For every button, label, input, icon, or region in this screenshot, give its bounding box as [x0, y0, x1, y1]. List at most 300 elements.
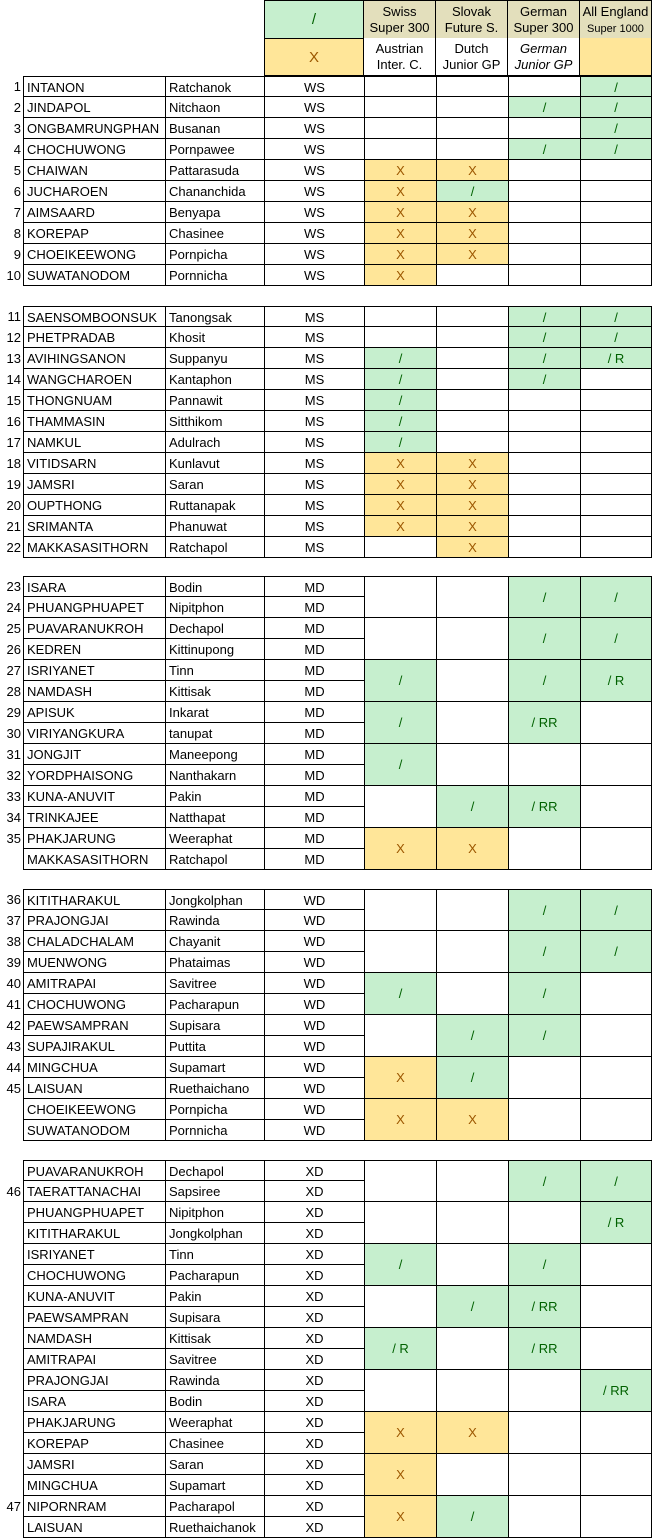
player-given-name: Jongkolphan — [165, 889, 264, 910]
event-code: MD — [264, 744, 364, 765]
row-number — [0, 1120, 23, 1141]
event-code: WD — [264, 1120, 364, 1141]
mark-slovak: / — [436, 1286, 508, 1328]
mark-all-england — [580, 786, 652, 828]
event-code: WD — [264, 1015, 364, 1036]
player-surname: SUPAJIRAKUL — [23, 1036, 165, 1057]
event-code: XD — [264, 1412, 364, 1433]
legend-pass-cell: / — [264, 0, 364, 38]
player-given-name: Rawinda — [165, 1370, 264, 1391]
mark-slovak — [436, 327, 508, 348]
mark-slovak: / — [436, 786, 508, 828]
player-surname: NAMDASH — [23, 1328, 165, 1349]
row-number: 8 — [13, 226, 21, 241]
event-code: WS — [264, 181, 364, 202]
player-given-name: Supamart — [165, 1057, 264, 1078]
player-given-name: Phanuwat — [165, 516, 264, 537]
mark-swiss: X — [364, 828, 436, 870]
event-header-all-england: All England Super 1000 — [580, 0, 652, 38]
player-surname: SRIMANTA — [23, 516, 165, 537]
mark-swiss: / — [364, 1244, 436, 1286]
player-surname: JAMSRI — [23, 474, 165, 495]
player-given-name: Chananchida — [165, 181, 264, 202]
player-surname: AMITRAPAI — [23, 973, 165, 994]
event-code: MS — [264, 390, 364, 411]
mark-german: / — [508, 327, 580, 348]
event-code: WD — [264, 931, 364, 952]
player-given-name: tanupat — [165, 723, 264, 744]
player-surname: MINGCHUA — [23, 1475, 165, 1496]
mark-swiss: / — [364, 369, 436, 390]
row-number: 6 — [13, 184, 21, 199]
event-code: WD — [264, 994, 364, 1015]
event-code: WS — [264, 97, 364, 118]
player-given-name: Pornpicha — [165, 1099, 264, 1120]
player-given-name: Chasinee — [165, 1433, 264, 1454]
mark-swiss: X — [364, 516, 436, 537]
player-surname: JAMSRI — [23, 1454, 165, 1475]
row-number: 1 — [13, 79, 21, 94]
event-code: MS — [264, 495, 364, 516]
mark-swiss: / R — [364, 1328, 436, 1370]
player-surname: AVIHINGSANON — [23, 348, 165, 369]
player-surname: KOREPAP — [23, 223, 165, 244]
row-number: 32 — [6, 768, 21, 783]
mark-german: / — [508, 369, 580, 390]
mark-slovak: X — [436, 474, 508, 495]
row-number: 35 — [6, 831, 21, 846]
player-surname: PHAKJARUNG — [23, 828, 165, 849]
player-given-name: Ratchapol — [165, 537, 264, 558]
event-code: XD — [264, 1496, 364, 1517]
mark-german: / — [508, 576, 580, 618]
mark-all-england — [580, 495, 652, 516]
player-given-name: Pacharapun — [165, 994, 264, 1015]
event-code: MS — [264, 516, 364, 537]
player-given-name: Suppanyu — [165, 348, 264, 369]
mark-slovak — [436, 432, 508, 453]
mark-all-england — [580, 1286, 652, 1328]
row-number: 20 — [6, 498, 21, 513]
player-surname: KEDREN — [23, 639, 165, 660]
player-surname: JONGJIT — [23, 744, 165, 765]
row-number: 16 — [6, 414, 21, 429]
mark-slovak — [436, 660, 508, 702]
mark-slovak — [436, 931, 508, 973]
row-number: 23 — [6, 579, 21, 594]
player-surname: ISRIYANET — [23, 660, 165, 681]
player-surname: PAEWSAMPRAN — [23, 1307, 165, 1328]
mark-slovak — [436, 1328, 508, 1370]
player-surname: PHAKJARUNG — [23, 1412, 165, 1433]
player-surname: SUWATANODOM — [23, 1120, 165, 1141]
mark-all-england — [580, 390, 652, 411]
mark-slovak — [436, 1370, 508, 1412]
mark-swiss — [364, 327, 436, 348]
mark-swiss — [364, 931, 436, 973]
row-number: 47 — [6, 1499, 21, 1514]
mark-all-england — [580, 181, 652, 202]
mark-swiss — [364, 306, 436, 327]
mark-german: / — [508, 139, 580, 160]
player-surname: NIPORNRAM — [23, 1496, 165, 1517]
mark-german — [508, 1202, 580, 1244]
event-header-swiss: Swiss Super 300 — [364, 0, 436, 38]
player-given-name: Nanthakarn — [165, 765, 264, 786]
mark-all-england — [580, 160, 652, 181]
row-number: 31 — [6, 747, 21, 762]
player-given-name: Ruttanapak — [165, 495, 264, 516]
row-number — [0, 849, 23, 870]
player-surname: PRAJONGJAI — [23, 910, 165, 931]
player-surname: MAKKASASITHORN — [23, 537, 165, 558]
row-number — [0, 1223, 23, 1244]
mark-slovak: X — [436, 828, 508, 870]
player-surname: SUWATANODOM — [23, 265, 165, 286]
mark-german: / — [508, 889, 580, 931]
mark-german: / — [508, 660, 580, 702]
player-surname: ONGBAMRUNGPHAN — [23, 118, 165, 139]
player-given-name: Bodin — [165, 1391, 264, 1412]
mark-slovak: X — [436, 244, 508, 265]
mark-swiss: / — [364, 348, 436, 369]
event-code: MD — [264, 681, 364, 702]
row-number: 15 — [6, 393, 21, 408]
player-given-name: Natthapat — [165, 807, 264, 828]
mark-slovak — [436, 348, 508, 369]
player-given-name: Weeraphat — [165, 1412, 264, 1433]
event-code: WS — [264, 160, 364, 181]
event-code: WS — [264, 223, 364, 244]
mark-german — [508, 828, 580, 870]
row-number — [0, 1160, 23, 1181]
mark-all-england: / — [580, 931, 652, 973]
player-surname: TAERATTANACHAI — [23, 1181, 165, 1202]
row-number: 7 — [13, 205, 21, 220]
mark-swiss — [364, 618, 436, 660]
player-surname: OUPTHONG — [23, 495, 165, 516]
player-surname: LAISUAN — [23, 1517, 165, 1538]
player-surname: AMITRAPAI — [23, 1349, 165, 1370]
event-subheader-german-junior: German Junior GP — [508, 38, 580, 76]
mark-swiss: X — [364, 181, 436, 202]
player-given-name: Nipitphon — [165, 597, 264, 618]
event-header-german: German Super 300 — [508, 0, 580, 38]
player-surname: INTANON — [23, 76, 165, 97]
mark-swiss — [364, 118, 436, 139]
event-code: WD — [264, 910, 364, 931]
mark-german — [508, 1099, 580, 1141]
event-code: WS — [264, 202, 364, 223]
player-given-name: Adulrach — [165, 432, 264, 453]
player-given-name: Bodin — [165, 576, 264, 597]
event-code: MS — [264, 348, 364, 369]
row-number — [0, 1433, 23, 1454]
player-surname: CHOEIKEEWONG — [23, 244, 165, 265]
mark-german — [508, 1057, 580, 1099]
player-surname: MUENWONG — [23, 952, 165, 973]
mark-all-england: / — [580, 139, 652, 160]
mark-slovak — [436, 139, 508, 160]
event-code: XD — [264, 1244, 364, 1265]
mark-swiss: / — [364, 411, 436, 432]
mark-german: / — [508, 931, 580, 973]
mark-swiss — [364, 889, 436, 931]
mark-swiss — [364, 76, 436, 97]
player-given-name: Pannawit — [165, 390, 264, 411]
event-code: WD — [264, 1078, 364, 1099]
mark-swiss — [364, 139, 436, 160]
row-number: 18 — [6, 456, 21, 471]
player-surname: KOREPAP — [23, 1433, 165, 1454]
player-surname: ISRIYANET — [23, 1244, 165, 1265]
event-code: WD — [264, 952, 364, 973]
player-given-name: Ruethaichanok — [165, 1517, 264, 1538]
player-surname: CHOEIKEEWONG — [23, 1099, 165, 1120]
player-given-name: Benyapa — [165, 202, 264, 223]
mark-german: / RR — [508, 1328, 580, 1370]
event-code: MS — [264, 411, 364, 432]
mark-slovak — [436, 889, 508, 931]
mark-swiss — [364, 1160, 436, 1202]
mark-german — [508, 265, 580, 286]
event-code: XD — [264, 1433, 364, 1454]
event-code: MS — [264, 306, 364, 327]
event-code: XD — [264, 1454, 364, 1475]
row-number: 37 — [6, 913, 21, 928]
mark-german — [508, 1496, 580, 1538]
row-number: 26 — [6, 642, 21, 657]
player-given-name: Ratchapol — [165, 849, 264, 870]
event-code: MS — [264, 453, 364, 474]
mark-slovak — [436, 76, 508, 97]
player-given-name: Pattarasuda — [165, 160, 264, 181]
player-surname: VITIDSARN — [23, 453, 165, 474]
row-number: 34 — [6, 810, 21, 825]
player-surname: NAMDASH — [23, 681, 165, 702]
row-number: 46 — [6, 1184, 21, 1199]
mark-slovak — [436, 618, 508, 660]
player-given-name: Ratchanok — [165, 76, 264, 97]
player-surname: PHETPRADAB — [23, 327, 165, 348]
player-surname: YORDPHAISONG — [23, 765, 165, 786]
row-number — [0, 1412, 23, 1433]
mark-german: / — [508, 1244, 580, 1286]
mark-german: / RR — [508, 1286, 580, 1328]
row-number — [0, 1328, 23, 1349]
mark-all-england — [580, 516, 652, 537]
mark-swiss: X — [364, 223, 436, 244]
player-surname: PHUANGPHUAPET — [23, 1202, 165, 1223]
row-number: 36 — [6, 892, 21, 907]
row-number: 22 — [6, 540, 21, 555]
mark-german — [508, 744, 580, 786]
mark-swiss: X — [364, 244, 436, 265]
mark-all-england — [580, 973, 652, 1015]
mark-german — [508, 474, 580, 495]
player-given-name: Saran — [165, 474, 264, 495]
mark-slovak — [436, 390, 508, 411]
mark-all-england — [580, 1057, 652, 1099]
mark-swiss — [364, 1015, 436, 1057]
event-code: MD — [264, 807, 364, 828]
mark-german — [508, 181, 580, 202]
row-number — [0, 1370, 23, 1391]
row-number: 45 — [6, 1081, 21, 1096]
player-surname: MAKKASASITHORN — [23, 849, 165, 870]
mark-slovak: / — [436, 181, 508, 202]
mark-all-england — [580, 202, 652, 223]
player-surname: AIMSAARD — [23, 202, 165, 223]
mark-all-england: / RR — [580, 1370, 652, 1412]
event-code: MS — [264, 432, 364, 453]
mark-all-england — [580, 223, 652, 244]
mark-german — [508, 453, 580, 474]
row-number: 14 — [6, 372, 21, 387]
mark-all-england: / — [580, 1160, 652, 1202]
player-surname: KITITHARAKUL — [23, 1223, 165, 1244]
event-code: XD — [264, 1160, 364, 1181]
event-subheader-dutch: Dutch Junior GP — [436, 38, 508, 76]
event-code: MD — [264, 828, 364, 849]
player-surname: PRAJONGJAI — [23, 1370, 165, 1391]
event-code: MS — [264, 474, 364, 495]
mark-all-england — [580, 411, 652, 432]
mark-all-england — [580, 1099, 652, 1141]
player-given-name: Kantaphon — [165, 369, 264, 390]
mark-swiss — [364, 1286, 436, 1328]
mark-all-england: / — [580, 327, 652, 348]
player-surname: KUNA-ANUVIT — [23, 786, 165, 807]
mark-german: / — [508, 348, 580, 369]
mark-swiss — [364, 537, 436, 558]
player-surname: CHOCHUWONG — [23, 1265, 165, 1286]
row-number: 17 — [6, 435, 21, 450]
row-number: 3 — [13, 121, 21, 136]
row-number — [0, 1349, 23, 1370]
event-code: XD — [264, 1223, 364, 1244]
player-given-name: Kittinupong — [165, 639, 264, 660]
mark-swiss: X — [364, 1057, 436, 1099]
event-code: XD — [264, 1328, 364, 1349]
row-number: 28 — [6, 684, 21, 699]
mark-all-england: / — [580, 576, 652, 618]
player-given-name: Nitchaon — [165, 97, 264, 118]
mark-slovak: X — [436, 537, 508, 558]
event-code: MD — [264, 702, 364, 723]
player-given-name: Ruethaichano — [165, 1078, 264, 1099]
row-number: 9 — [13, 247, 21, 262]
event-subheader-austrian: Austrian Inter. C. — [364, 38, 436, 76]
player-given-name: Pornnicha — [165, 1120, 264, 1141]
mark-german: / — [508, 973, 580, 1015]
mark-german — [508, 432, 580, 453]
player-given-name: Kittisak — [165, 681, 264, 702]
mark-all-england — [580, 744, 652, 786]
mark-slovak: X — [436, 1412, 508, 1454]
event-code: MD — [264, 786, 364, 807]
event-code: XD — [264, 1370, 364, 1391]
event-code: WD — [264, 889, 364, 910]
row-number — [0, 1454, 23, 1475]
event-code: MD — [264, 765, 364, 786]
mark-german — [508, 118, 580, 139]
player-surname: PUAVARANUKROH — [23, 1160, 165, 1181]
player-given-name: Phataimas — [165, 952, 264, 973]
mark-slovak — [436, 744, 508, 786]
event-code: XD — [264, 1349, 364, 1370]
event-code: WS — [264, 76, 364, 97]
player-given-name: Saran — [165, 1454, 264, 1475]
mark-all-england — [580, 1244, 652, 1286]
mark-german — [508, 160, 580, 181]
player-given-name: Dechapol — [165, 1160, 264, 1181]
event-code: MD — [264, 576, 364, 597]
mark-german: / — [508, 1160, 580, 1202]
mark-german — [508, 1454, 580, 1496]
mark-slovak: X — [436, 453, 508, 474]
mark-slovak — [436, 1160, 508, 1202]
player-given-name: Rawinda — [165, 910, 264, 931]
row-number: 12 — [6, 330, 21, 345]
player-given-name: Pornpawee — [165, 139, 264, 160]
mark-slovak: X — [436, 495, 508, 516]
player-surname: ISARA — [23, 576, 165, 597]
mark-german: / RR — [508, 786, 580, 828]
mark-swiss: / — [364, 744, 436, 786]
mark-all-england: / — [580, 889, 652, 931]
player-given-name: Supisara — [165, 1307, 264, 1328]
mark-swiss: / — [364, 702, 436, 744]
event-code: WS — [264, 244, 364, 265]
event-subheader-empty — [580, 38, 652, 76]
mark-slovak — [436, 97, 508, 118]
mark-all-england: / — [580, 76, 652, 97]
legend-fail-cell: X — [264, 38, 364, 76]
event-code: MS — [264, 369, 364, 390]
player-given-name: Supisara — [165, 1015, 264, 1036]
row-number: 2 — [13, 100, 21, 115]
mark-all-england: / — [580, 118, 652, 139]
mark-slovak: / — [436, 1015, 508, 1057]
mark-swiss — [364, 576, 436, 618]
mark-slovak — [436, 265, 508, 286]
mark-german: / RR — [508, 702, 580, 744]
row-number: 29 — [6, 705, 21, 720]
mark-all-england — [580, 1496, 652, 1538]
mark-swiss: X — [364, 1496, 436, 1538]
mark-all-england — [580, 537, 652, 558]
player-given-name: Supamart — [165, 1475, 264, 1496]
mark-all-england: / R — [580, 660, 652, 702]
mark-german — [508, 223, 580, 244]
mark-slovak: / — [436, 1496, 508, 1538]
event-code: MD — [264, 660, 364, 681]
row-number: 5 — [13, 163, 21, 178]
mark-all-england — [580, 702, 652, 744]
mark-german: / — [508, 97, 580, 118]
mark-swiss — [364, 1370, 436, 1412]
player-surname: KUNA-ANUVIT — [23, 1286, 165, 1307]
mark-swiss: X — [364, 160, 436, 181]
mark-swiss: X — [364, 202, 436, 223]
mark-german — [508, 411, 580, 432]
player-given-name: Tanongsak — [165, 306, 264, 327]
player-surname: TRINKAJEE — [23, 807, 165, 828]
mark-swiss: / — [364, 390, 436, 411]
mark-swiss — [364, 786, 436, 828]
mark-slovak — [436, 702, 508, 744]
